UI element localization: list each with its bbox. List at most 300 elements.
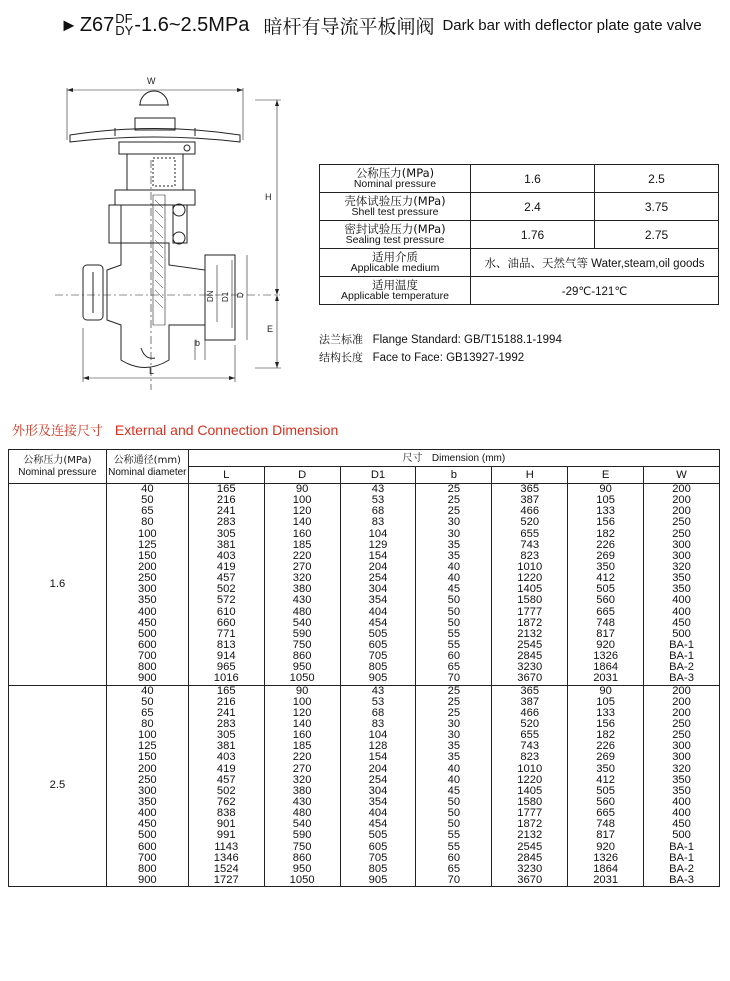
dimension-cell: 860 (264, 853, 340, 864)
spec-row (320, 221, 719, 249)
dimension-cell: 1872 (492, 618, 568, 629)
dimension-cell: 2031 (568, 875, 644, 887)
dimension-table (8, 449, 720, 887)
model-code: Z67 (79, 13, 115, 36)
dimension-cell: 185 (264, 741, 340, 752)
triangle-arrow-icon: ► (60, 14, 78, 35)
dimension-cell: BA-1 (644, 842, 720, 853)
dimension-cell: 350 (644, 584, 720, 595)
dimension-cell: 1405 (492, 584, 568, 595)
nominal-diameter-cell: 300 (106, 786, 188, 797)
dimension-cell: 1580 (492, 797, 568, 808)
nominal-diameter-cell: 125 (106, 741, 188, 752)
dimension-cell: 300 (644, 551, 720, 562)
dimension-cell: 2845 (492, 853, 568, 864)
nominal-diameter-cell: 200 (106, 562, 188, 573)
face-label-en: Face to Face: (372, 352, 443, 364)
spec-label-en: Applicable temperature (341, 289, 449, 302)
table-row (9, 752, 720, 763)
dimension-cell: 43 (340, 484, 416, 496)
nominal-diameter-cell: 80 (106, 517, 188, 528)
dimension-cell: 350 (568, 562, 644, 573)
dimension-cell: 241 (188, 506, 264, 517)
dimension-cell: 269 (568, 752, 644, 763)
spec-label (320, 165, 471, 193)
dimension-cell: 90 (264, 484, 340, 496)
dimension-cell: 226 (568, 540, 644, 551)
dimension-cell: 1220 (492, 573, 568, 584)
dimension-cell: 1050 (264, 673, 340, 685)
dimension-cell: 505 (340, 830, 416, 841)
header-pn-en: Nominal pressure (18, 466, 97, 478)
col-header: D (264, 467, 340, 484)
dimension-cell: BA-1 (644, 853, 720, 864)
col-header: H (492, 467, 568, 484)
dimension-cell: 805 (340, 864, 416, 875)
dimension-cell: 220 (264, 551, 340, 562)
dimension-cell: 454 (340, 819, 416, 830)
dimension-cell: 665 (568, 808, 644, 819)
nominal-diameter-cell: 600 (106, 640, 188, 651)
dimension-cell: 53 (340, 495, 416, 506)
dimension-cell: 2545 (492, 842, 568, 853)
dimension-cell: 154 (340, 752, 416, 763)
dimension-cell: 665 (568, 607, 644, 618)
dimension-cell: 40 (416, 562, 492, 573)
section-heading-cn: 外形及连接尺寸 (12, 424, 104, 439)
dimension-cell: 226 (568, 741, 644, 752)
dimension-cell: 365 (492, 484, 568, 496)
label-w: W (147, 76, 156, 86)
dimension-cell: 1777 (492, 808, 568, 819)
dimension-cell: 823 (492, 752, 568, 763)
dimension-cell: 250 (644, 719, 720, 730)
dimension-cell: 914 (188, 651, 264, 662)
dimension-cell: 3230 (492, 662, 568, 673)
dimension-cell: 610 (188, 607, 264, 618)
dimension-cell: 45 (416, 584, 492, 595)
dimension-cell: 200 (644, 495, 720, 506)
dimension-cell: 320 (264, 775, 340, 786)
table-row (9, 764, 720, 775)
dimension-cell: 1050 (264, 875, 340, 887)
dimension-cell: 365 (492, 685, 568, 697)
dimension-cell: BA-2 (644, 864, 720, 875)
spec-label-cn: 壳体试验压力(MPa) (344, 193, 446, 208)
face-to-face (319, 349, 562, 367)
dimension-cell: 430 (264, 797, 340, 808)
dimension-cell: 3670 (492, 875, 568, 887)
dimension-cell: 505 (568, 786, 644, 797)
dimension-cell: 743 (492, 741, 568, 752)
nominal-diameter-cell: 65 (106, 708, 188, 719)
dimension-cell: 381 (188, 741, 264, 752)
dimension-cell: 450 (644, 819, 720, 830)
dimension-cell: 823 (492, 551, 568, 562)
dimension-cell: 905 (340, 875, 416, 887)
nominal-diameter-cell: 450 (106, 819, 188, 830)
table-row (9, 875, 720, 887)
dimension-cell: 133 (568, 506, 644, 517)
dimension-cell: 817 (568, 629, 644, 640)
dimension-cell: 105 (568, 495, 644, 506)
label-e: E (267, 324, 274, 334)
dimension-cell: 270 (264, 562, 340, 573)
dimension-cell: 65 (416, 864, 492, 875)
flange-value: GB/T15188.1-1994 (464, 334, 562, 346)
dimension-cell: 55 (416, 842, 492, 853)
dimension-cell: 387 (492, 495, 568, 506)
dimension-cell: 502 (188, 786, 264, 797)
dimension-cell: 1864 (568, 662, 644, 673)
dimension-cell: 403 (188, 551, 264, 562)
header-row (9, 450, 720, 467)
nominal-diameter-cell: 40 (106, 685, 188, 697)
dimension-cell: 1777 (492, 607, 568, 618)
dimension-cell: 350 (644, 775, 720, 786)
dimension-cell: 480 (264, 808, 340, 819)
dimension-cell: 750 (264, 842, 340, 853)
spec-value-medium: 水、油品、天然气等 Water,steam,oil goods (471, 249, 719, 277)
nominal-diameter-cell: 900 (106, 875, 188, 887)
dimension-cell: 3670 (492, 673, 568, 685)
dimension-cell: 120 (264, 708, 340, 719)
nominal-diameter-cell: 40 (106, 484, 188, 496)
header-pn-cn: 公称压力(MPa) (23, 454, 92, 466)
dimension-cell: 743 (492, 540, 568, 551)
dimension-cell: 457 (188, 573, 264, 584)
dimension-cell: 40 (416, 764, 492, 775)
col-header: D1 (340, 467, 416, 484)
section-heading (12, 420, 338, 439)
nominal-diameter-cell: 500 (106, 629, 188, 640)
nominal-diameter-cell: 400 (106, 808, 188, 819)
table-row (9, 830, 720, 841)
label-l: L (149, 366, 155, 376)
dimension-cell: 60 (416, 853, 492, 864)
standards-block (319, 331, 562, 367)
title-chinese: 暗杆有导流平板闸阀 (263, 15, 435, 38)
dimension-cell: 991 (188, 830, 264, 841)
dimension-cell: 748 (568, 618, 644, 629)
dimension-cell: 25 (416, 506, 492, 517)
dimension-cell: 1405 (492, 786, 568, 797)
dimension-cell: 419 (188, 562, 264, 573)
dimension-cell: 1326 (568, 853, 644, 864)
dimension-cell: 350 (644, 573, 720, 584)
header-dn-cn: 公称通径(mm) (113, 454, 181, 466)
nominal-diameter-cell: 300 (106, 584, 188, 595)
dimension-cell: 466 (492, 708, 568, 719)
dimension-cell: 50 (416, 808, 492, 819)
dimension-cell: BA-2 (644, 662, 720, 673)
label-dn: DN (206, 290, 215, 302)
dimension-cell: 540 (264, 819, 340, 830)
dimension-cell: 400 (644, 797, 720, 808)
dimension-cell: 128 (340, 741, 416, 752)
dimension-cell: 380 (264, 584, 340, 595)
dimension-cell: 200 (644, 708, 720, 719)
dimension-cell: 60 (416, 651, 492, 662)
dimension-cell: 165 (188, 685, 264, 697)
dimension-cell: 1872 (492, 819, 568, 830)
header-dn-en: Nominal diameter (108, 466, 187, 478)
dimension-cell: 165 (188, 484, 264, 496)
table-row (9, 685, 720, 697)
dimension-cell: 250 (644, 529, 720, 540)
spec-label-cn: 适用温度 (372, 277, 418, 292)
label-d: D (236, 292, 245, 298)
dimension-cell: 1010 (492, 764, 568, 775)
spec-label (320, 249, 471, 277)
dimension-cell: 412 (568, 573, 644, 584)
spec-table (319, 164, 719, 305)
dimension-cell: 300 (644, 540, 720, 551)
spec-value-temperature: -29℃-121℃ (471, 277, 719, 305)
page-title (60, 8, 702, 42)
nominal-diameter-cell: 80 (106, 719, 188, 730)
dimension-cell: 2132 (492, 629, 568, 640)
dimension-cell: 254 (340, 573, 416, 584)
dimension-cell: 68 (340, 708, 416, 719)
valve-drawing (55, 60, 295, 390)
dimension-cell: 305 (188, 529, 264, 540)
dimension-cell: 160 (264, 730, 340, 741)
dimension-cell: 2031 (568, 673, 644, 685)
dimension-cell: 404 (340, 808, 416, 819)
nominal-diameter-cell: 100 (106, 529, 188, 540)
dimension-cell: 400 (644, 595, 720, 606)
dimension-cell: 30 (416, 730, 492, 741)
dimension-cell: 35 (416, 752, 492, 763)
dimension-cell: 300 (644, 752, 720, 763)
nominal-diameter-cell: 150 (106, 752, 188, 763)
dimension-cell: 70 (416, 875, 492, 887)
dimension-cell: 500 (644, 830, 720, 841)
dimension-cell: 905 (340, 673, 416, 685)
dimension-cell: 813 (188, 640, 264, 651)
dimension-cell: 771 (188, 629, 264, 640)
dimension-cell: 43 (340, 685, 416, 697)
dimension-cell: 705 (340, 651, 416, 662)
dimension-cell: 500 (644, 629, 720, 640)
dimension-cell: 2545 (492, 640, 568, 651)
dimension-cell: 540 (264, 618, 340, 629)
dimension-cell: 200 (644, 697, 720, 708)
dimension-cell: 350 (644, 786, 720, 797)
header-size-cn: 尺寸 (402, 452, 423, 464)
dimension-cell: 655 (492, 730, 568, 741)
dimension-cell: 748 (568, 819, 644, 830)
table-row (9, 595, 720, 606)
dimension-cell: 104 (340, 529, 416, 540)
label-d1: D1 (221, 291, 230, 302)
spec-value: 2.75 (594, 221, 718, 249)
dimension-cell: 50 (416, 607, 492, 618)
dimension-cell: 35 (416, 741, 492, 752)
dimension-cell: 83 (340, 719, 416, 730)
dimension-cell: 55 (416, 830, 492, 841)
dimension-cell: 250 (644, 730, 720, 741)
dimension-cell: 750 (264, 640, 340, 651)
dimension-cell: 572 (188, 595, 264, 606)
dimension-cell: 100 (264, 495, 340, 506)
face-label-cn: 结构长度 (319, 351, 363, 364)
nominal-diameter-cell: 150 (106, 551, 188, 562)
dimension-cell: 50 (416, 618, 492, 629)
dimension-cell: 156 (568, 719, 644, 730)
dimension-cell: 762 (188, 797, 264, 808)
dimension-cell: 220 (264, 752, 340, 763)
dimension-cell: BA-1 (644, 651, 720, 662)
spec-row (320, 165, 719, 193)
spec-value: 1.76 (471, 221, 595, 249)
spec-row-temperature (320, 277, 719, 305)
table-row (9, 673, 720, 685)
dimension-cell: 304 (340, 584, 416, 595)
nominal-pressure-cell: 2.5 (9, 685, 107, 887)
dimension-cell: 50 (416, 595, 492, 606)
dimension-cell: 560 (568, 595, 644, 606)
dimension-cell: 104 (340, 730, 416, 741)
dimension-cell: 805 (340, 662, 416, 673)
dimension-cell: 204 (340, 764, 416, 775)
dimension-cell: 200 (644, 484, 720, 496)
dimension-cell: 320 (644, 764, 720, 775)
dimension-cell: 133 (568, 708, 644, 719)
dimension-cell: 1143 (188, 842, 264, 853)
dimension-cell: 269 (568, 551, 644, 562)
spec-value: 1.6 (471, 165, 595, 193)
pressure-range: -1.6~2.5MPa (134, 13, 250, 36)
nominal-diameter-cell: 400 (106, 607, 188, 618)
dimension-cell: 254 (340, 775, 416, 786)
nominal-diameter-cell: 50 (106, 495, 188, 506)
dimension-cell: 83 (340, 517, 416, 528)
dimension-cell: 30 (416, 719, 492, 730)
dimension-cell: 2845 (492, 651, 568, 662)
dimension-cell: 454 (340, 618, 416, 629)
dimension-cell: 90 (568, 685, 644, 697)
label-b: b (195, 338, 201, 348)
dimension-cell: 400 (644, 808, 720, 819)
nominal-diameter-cell: 250 (106, 573, 188, 584)
dimension-cell: 200 (644, 506, 720, 517)
header-nominal-pressure (9, 450, 107, 484)
dimension-cell: 520 (492, 517, 568, 528)
dimension-cell: 817 (568, 830, 644, 841)
nominal-diameter-cell: 700 (106, 853, 188, 864)
spec-row (320, 193, 719, 221)
dimension-cell: 105 (568, 697, 644, 708)
label-h: H (265, 192, 272, 202)
nominal-diameter-cell: 125 (106, 540, 188, 551)
dimension-cell: 200 (644, 685, 720, 697)
dimension-cell: 1346 (188, 853, 264, 864)
col-header: W (644, 467, 720, 484)
dimension-cell: 950 (264, 864, 340, 875)
dimension-cell: 457 (188, 775, 264, 786)
dimension-cell: 450 (644, 618, 720, 629)
dimension-cell: 502 (188, 584, 264, 595)
spec-label (320, 221, 471, 249)
dimension-cell: 505 (568, 584, 644, 595)
nominal-diameter-cell: 350 (106, 595, 188, 606)
dimension-cell: 140 (264, 719, 340, 730)
nominal-diameter-cell: 700 (106, 651, 188, 662)
spec-label-en: Sealing test pressure (345, 233, 445, 246)
title-english: Dark bar with deflector plate gate valve (442, 16, 702, 34)
face-value: GB13927-1992 (446, 352, 525, 364)
model-suffix (115, 13, 133, 37)
dimension-cell: 25 (416, 697, 492, 708)
dimension-cell: 30 (416, 517, 492, 528)
dimension-cell: 2132 (492, 830, 568, 841)
spec-label-en: Applicable medium (350, 261, 440, 274)
dimension-cell: BA-1 (644, 640, 720, 651)
dimension-cell: 320 (264, 573, 340, 584)
table-row (9, 517, 720, 528)
dimension-cell: 182 (568, 730, 644, 741)
dimension-cell: 1580 (492, 595, 568, 606)
dimension-cell: 466 (492, 506, 568, 517)
dimension-cell: 3230 (492, 864, 568, 875)
dimension-cell: 505 (340, 629, 416, 640)
dimension-cell: 216 (188, 697, 264, 708)
dimension-cell: 90 (264, 685, 340, 697)
spec-label-cn: 公称压力(MPa) (355, 165, 435, 180)
dimension-cell: 560 (568, 797, 644, 808)
dimension-cell: 860 (264, 651, 340, 662)
dimension-cell: 40 (416, 573, 492, 584)
nominal-diameter-cell: 800 (106, 662, 188, 673)
dimension-cell: 68 (340, 506, 416, 517)
flange-label-cn: 法兰标准 (319, 333, 363, 346)
dimension-cell: 55 (416, 629, 492, 640)
dimension-cell: 400 (644, 607, 720, 618)
dimension-cell: 430 (264, 595, 340, 606)
header-nominal-diameter (106, 450, 188, 484)
dimension-cell: 412 (568, 775, 644, 786)
nominal-diameter-cell: 450 (106, 618, 188, 629)
spec-label (320, 277, 471, 305)
nominal-diameter-cell: 600 (106, 842, 188, 853)
spec-row-medium (320, 249, 719, 277)
nominal-diameter-cell: 65 (106, 506, 188, 517)
dimension-cell: 241 (188, 708, 264, 719)
dimension-cell: BA-3 (644, 673, 720, 685)
nominal-diameter-cell: 350 (106, 797, 188, 808)
dimension-cell: 380 (264, 786, 340, 797)
spec-value: 2.5 (594, 165, 718, 193)
dimension-cell: 160 (264, 529, 340, 540)
dimension-cell: 65 (416, 662, 492, 673)
dimension-cell: 1326 (568, 651, 644, 662)
spec-value: 3.75 (594, 193, 718, 221)
spec-label-cn: 适用介质 (372, 249, 418, 264)
dimension-cell: 605 (340, 842, 416, 853)
dimension-cell: 387 (492, 697, 568, 708)
dimension-cell: 204 (340, 562, 416, 573)
dimension-cell: 480 (264, 607, 340, 618)
dimension-cell: 1524 (188, 864, 264, 875)
dimension-cell: 404 (340, 607, 416, 618)
spec-label-en: Nominal pressure (353, 177, 437, 190)
dimension-cell: 25 (416, 685, 492, 697)
spec-value: 2.4 (471, 193, 595, 221)
dimension-cell: 920 (568, 842, 644, 853)
dimension-cell: 90 (568, 484, 644, 496)
